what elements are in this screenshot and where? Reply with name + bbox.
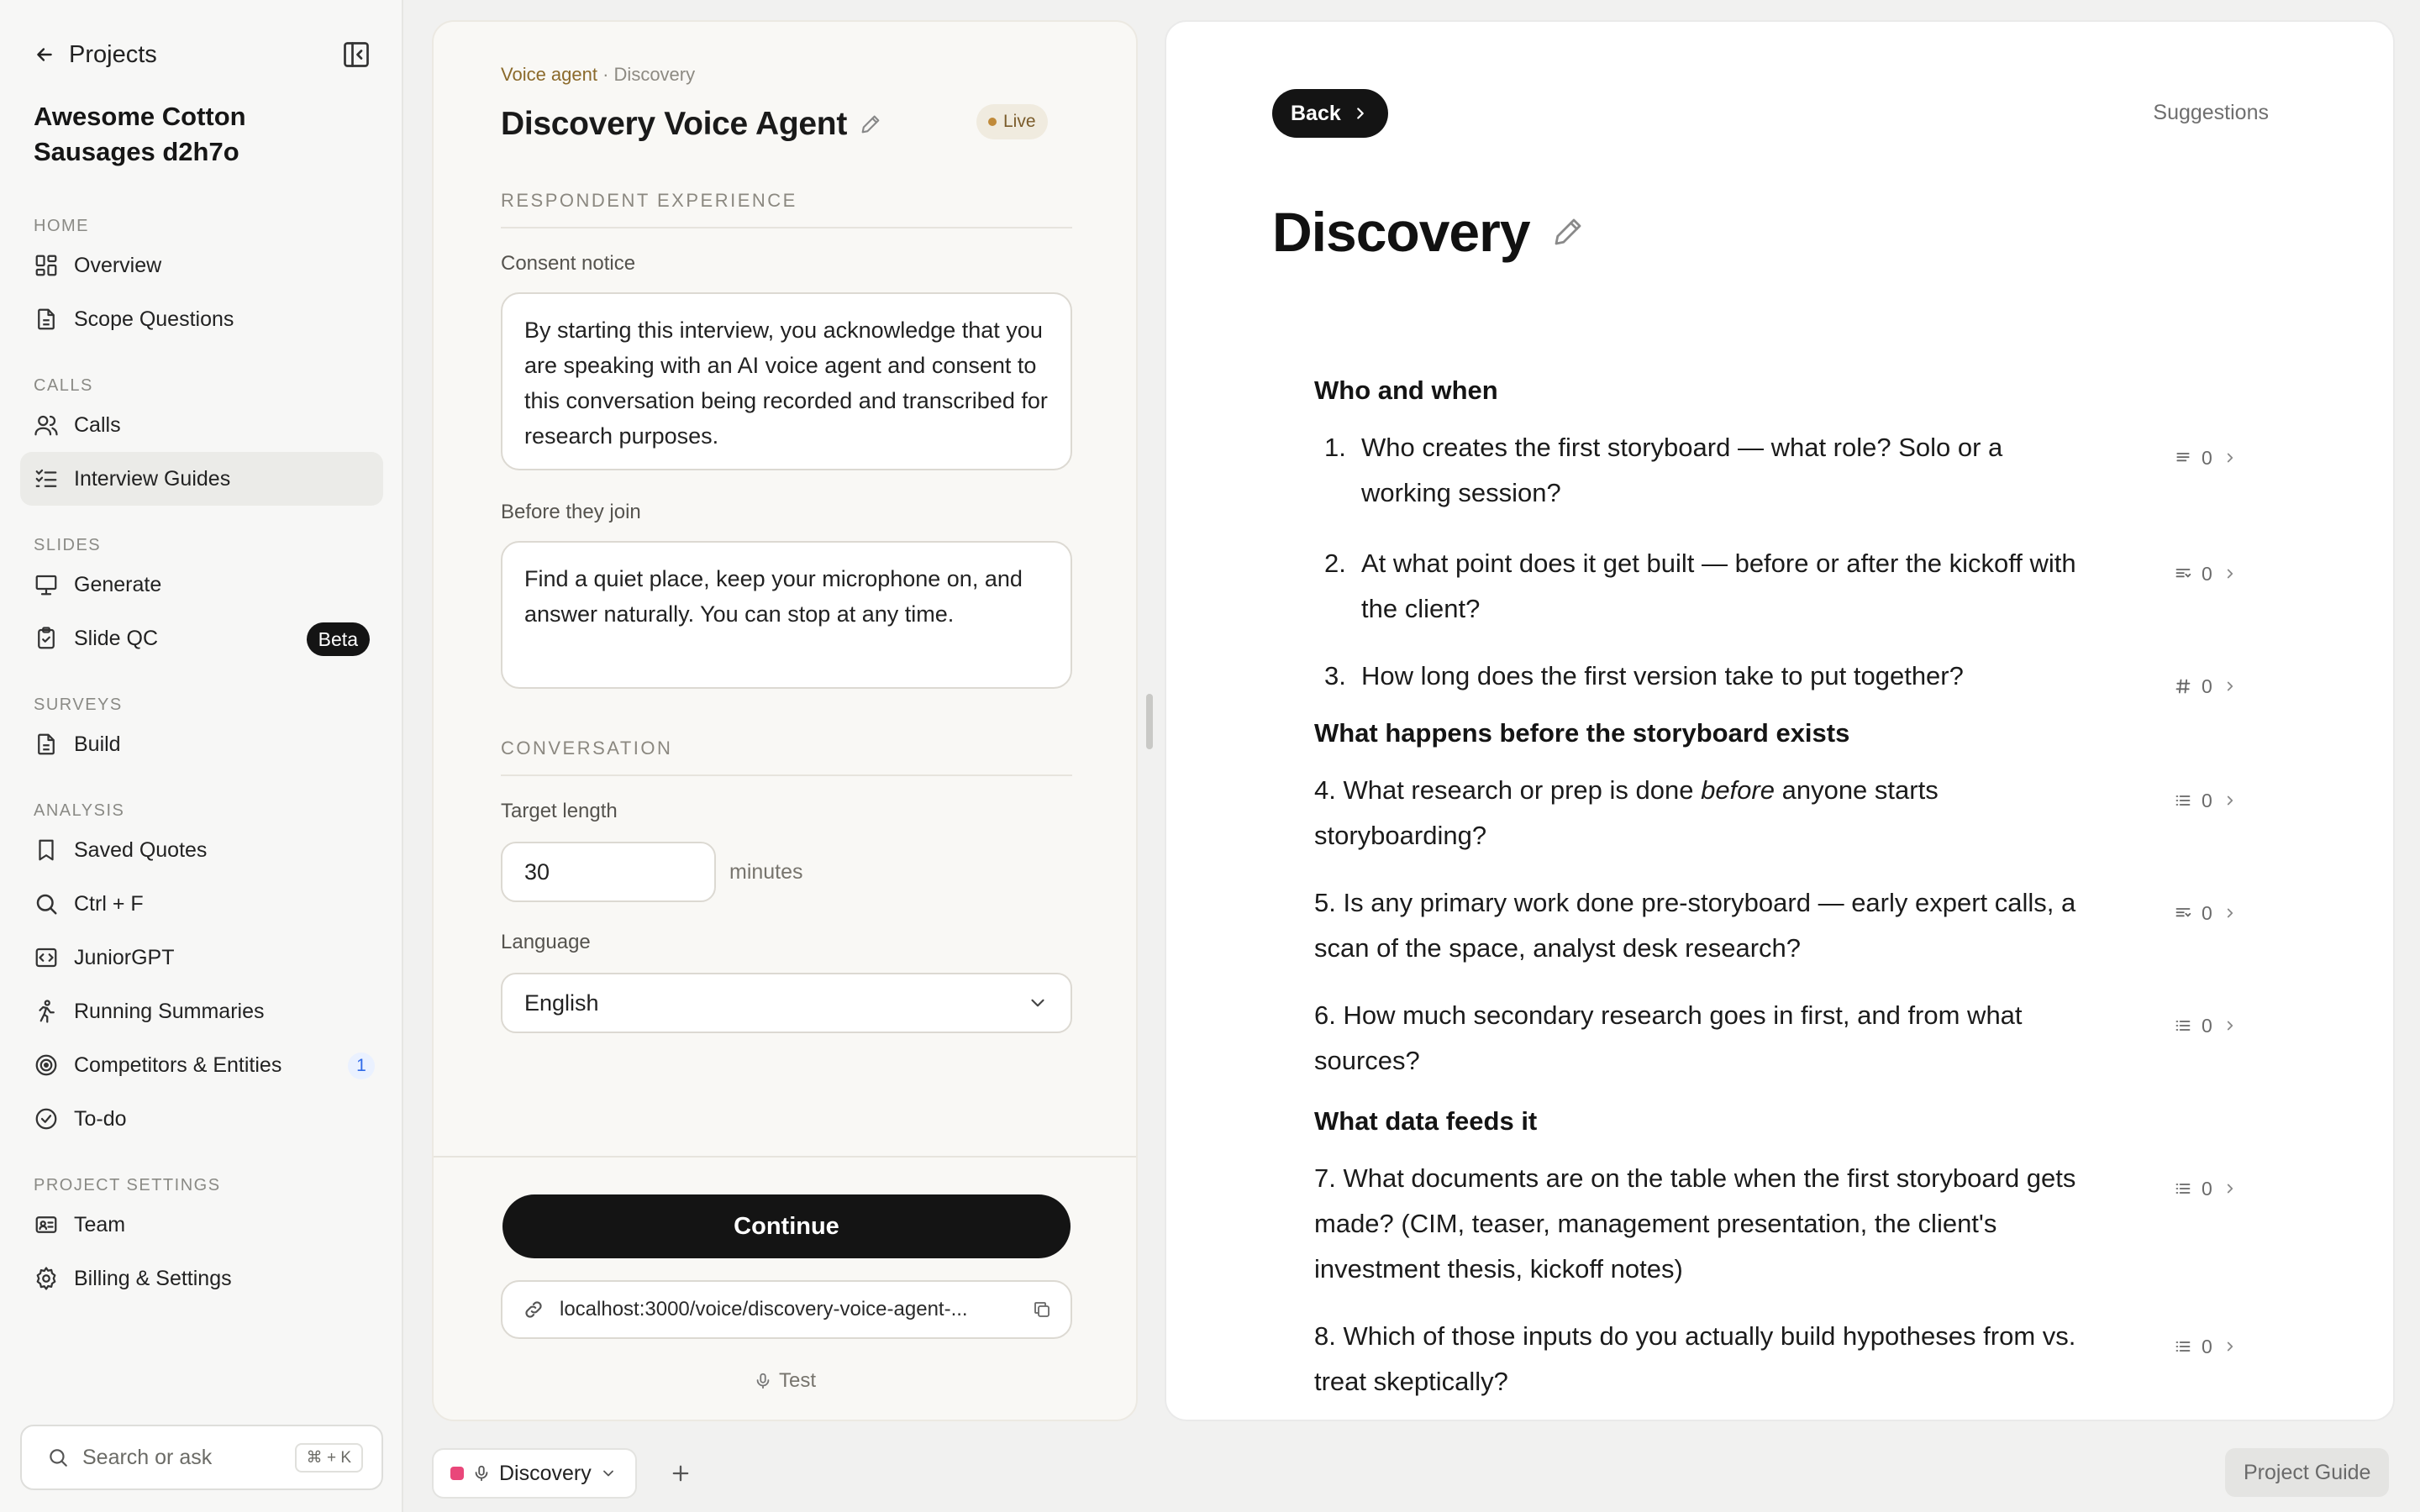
back-to-projects-label: Projects: [69, 40, 157, 68]
question-meta[interactable]: [2175, 551, 2238, 596]
chevron-down-icon: [1027, 992, 1049, 1014]
language-label: Language: [501, 931, 591, 953]
document-icon: [34, 732, 59, 757]
search-icon: [34, 891, 59, 916]
question-count: 0: [2202, 447, 2212, 469]
question-count: 0: [2202, 790, 2212, 811]
question-count: 0: [2202, 1336, 2212, 1357]
question-text: 7. What documents are on the table when the first storyboard gets made? (CIM, teaser, management presentation, the client's investment thesis, kickoff notes): [1314, 1163, 2076, 1284]
add-tab-button[interactable]: [666, 1458, 696, 1488]
question-count: 0: [2202, 1015, 2212, 1037]
chevron-right-icon: [2223, 1018, 2238, 1033]
list-icon: [2175, 1338, 2191, 1355]
sidebar-item-calls[interactable]: [20, 398, 383, 452]
presentation-icon: [34, 572, 59, 597]
test-label: Test: [778, 1369, 816, 1392]
question-number: 3.: [1324, 661, 1346, 690]
list-filter-icon: [2175, 905, 2191, 921]
question-count: 0: [2202, 1178, 2212, 1200]
question-text-emphasis: before: [1701, 775, 1775, 805]
users-icon: [34, 412, 59, 438]
question-meta[interactable]: [2175, 1324, 2238, 1369]
copy-icon[interactable]: [1032, 1299, 1052, 1320]
question-meta[interactable]: [2175, 435, 2238, 480]
language-select[interactable]: [501, 973, 1072, 1033]
status-label: Live: [1003, 112, 1036, 131]
running-person-icon: [34, 999, 59, 1024]
sidebar-item-overview[interactable]: [20, 239, 383, 292]
guide-title-row: [1272, 200, 1586, 264]
question-text: How long does the first version take to put together?: [1361, 661, 1964, 690]
question-meta[interactable]: [2175, 1003, 2238, 1048]
sidebar-item-team[interactable]: [20, 1198, 383, 1252]
question-text-wrap: [1314, 541, 2087, 632]
bookmark-icon: [34, 837, 59, 863]
pencil-icon[interactable]: [859, 113, 882, 136]
consent-notice-textarea[interactable]: By starting this interview, you acknowledge that you are speaking with an AI voice agent and consent to this conversation being recorded and transcribed for research purposes.: [501, 292, 1072, 470]
nav-section-project-settings: PROJECT SETTINGS: [34, 1176, 221, 1194]
project-title: Awesome Cotton Sausages d2h7o: [34, 102, 246, 166]
recording-dot-icon: [450, 1467, 464, 1480]
before-they-join-textarea[interactable]: Find a quiet place, keep your microphone on, and answer naturally. You can stop at any time.: [501, 541, 1072, 689]
arrow-left-icon: [34, 44, 55, 66]
lines-icon: [2175, 449, 2191, 466]
nav-section-calls: CALLS: [34, 376, 93, 395]
pencil-icon[interactable]: [1550, 214, 1586, 249]
target-length-input[interactable]: 30: [501, 842, 716, 902]
sidebar-item-saved-quotes[interactable]: [20, 823, 383, 877]
sidebar: [0, 0, 403, 1512]
sidebar-top: [34, 37, 373, 72]
question-meta[interactable]: [2175, 890, 2238, 936]
question-meta[interactable]: [2175, 1166, 2238, 1211]
question-row[interactable]: [1314, 766, 2272, 860]
suggestions-button[interactable]: Suggestions: [2153, 101, 2269, 124]
question-number: 1.: [1324, 433, 1346, 462]
chevron-right-icon: [1351, 104, 1370, 123]
continue-button[interactable]: Continue: [502, 1194, 1071, 1258]
breadcrumb-voice-agent[interactable]: Voice agent: [501, 64, 597, 85]
question-meta[interactable]: [2175, 778, 2238, 823]
question-row[interactable]: [1314, 991, 2272, 1085]
sidebar-item-label: Competitors & Entities: [74, 1053, 282, 1077]
question-row[interactable]: [1314, 879, 2272, 973]
nav-section-home: HOME: [34, 217, 89, 235]
sidebar-collapse-icon: [341, 39, 371, 70]
question-text-wrap: [1314, 425, 2087, 516]
question-count: 0: [2202, 675, 2212, 697]
list-icon: [2175, 792, 2191, 809]
sidebar-item-running-summaries[interactable]: [20, 984, 383, 1038]
sidebar-item-label: Generate: [74, 572, 162, 596]
before-they-join-label: Before they join: [501, 501, 641, 523]
id-card-icon: [34, 1212, 59, 1237]
agent-footer: [434, 1156, 1136, 1421]
live-dot-icon: [988, 118, 997, 126]
search-icon: [47, 1446, 69, 1468]
chevron-right-icon: [2223, 906, 2238, 921]
chevron-right-icon: [2223, 1181, 2238, 1196]
question-text-part: 4. What research or prep is done: [1314, 775, 1702, 805]
breadcrumb-discovery: Discovery: [613, 64, 696, 85]
beta-badge: Beta: [307, 622, 370, 656]
target-icon: [34, 1053, 59, 1078]
question-row[interactable]: [1314, 539, 2272, 633]
nav-section-slides: SLIDES: [34, 536, 102, 554]
agent-link-field[interactable]: [501, 1280, 1072, 1339]
sidebar-item-interview-guides[interactable]: [20, 452, 383, 506]
sidebar-item-label: JuniorGPT: [74, 945, 175, 969]
sidebar-item-slide-qc[interactable]: [20, 612, 383, 665]
chevron-right-icon: [2223, 679, 2238, 694]
search-ask-input[interactable]: [20, 1425, 383, 1490]
link-icon: [523, 1299, 544, 1320]
consent-notice-label: Consent notice: [501, 252, 636, 275]
interview-guide-panel: [1165, 20, 2395, 1421]
question-group-heading: What happens before the storyboard exists: [1314, 718, 1850, 748]
microphone-icon: [472, 1464, 491, 1483]
respondent-experience-heading: RESPONDENT EXPERIENCE: [501, 190, 1072, 228]
sidebar-item-label: To-do: [74, 1106, 127, 1131]
language-value: English: [524, 990, 599, 1016]
question-text-wrap: [1314, 654, 2087, 699]
question-row[interactable]: [1314, 1154, 2272, 1294]
competitors-count-badge: 1: [348, 1053, 375, 1079]
question-row[interactable]: [1314, 1312, 2272, 1406]
question-list: [1314, 358, 2272, 1406]
chevron-right-icon: [2223, 1339, 2238, 1354]
sidebar-item-label: Calls: [74, 412, 121, 437]
sidebar-item-label: Ctrl + F: [74, 891, 144, 916]
tab-discovery[interactable]: [432, 1448, 637, 1499]
dashboard-icon: [34, 253, 59, 278]
sidebar-item-label: Team: [74, 1212, 126, 1236]
sidebar-item-label: Overview: [74, 253, 162, 277]
search-placeholder: Search or ask: [82, 1445, 213, 1469]
status-badge: [976, 104, 1048, 139]
question-meta[interactable]: [2175, 664, 2238, 709]
list-icon: [2175, 1180, 2191, 1197]
check-circle-icon: [34, 1106, 59, 1131]
shortcut-hint: ⌘ + K: [295, 1443, 363, 1473]
chevron-down-icon: [600, 1465, 617, 1482]
question-count: 0: [2202, 902, 2212, 924]
question-row[interactable]: [1314, 652, 2272, 701]
conversation-heading: CONVERSATION: [501, 738, 1072, 776]
plus-icon: [669, 1462, 692, 1485]
back-to-projects-link[interactable]: [34, 37, 157, 72]
sidebar-item-label: Billing & Settings: [74, 1266, 232, 1290]
clipboard-check-icon: [34, 626, 59, 651]
sidebar-item-label: Scope Questions: [74, 307, 234, 331]
question-text: Who creates the first storyboard — what role? Solo or a working session?: [1361, 433, 2003, 507]
question-text: 6. How much secondary research goes in first, and from what sources?: [1314, 1000, 2023, 1075]
sidebar-item-label: Saved Quotes: [74, 837, 208, 862]
back-button[interactable]: [1272, 89, 1388, 138]
question-text: [1314, 768, 2087, 858]
project-guide-button[interactable]: Project Guide: [2225, 1448, 2389, 1497]
question-group-heading: What data feeds it: [1314, 1106, 1538, 1136]
agent-link-url: localhost:3000/voice/discovery-voice-agent-...: [560, 1298, 968, 1320]
tab-label: Discovery: [499, 1461, 592, 1485]
panel-resize-handle[interactable]: [1146, 694, 1153, 749]
sidebar-item-label: Running Summaries: [74, 999, 265, 1023]
agent-title-row: [501, 106, 882, 143]
question-text-part: anyone starts storyboarding?: [1314, 775, 1939, 850]
question-row[interactable]: [1314, 423, 2272, 517]
guide-title: Discovery: [1272, 201, 1530, 263]
sidebar-nav: [20, 213, 383, 1305]
breadcrumb-separator: ·: [597, 64, 614, 85]
test-button[interactable]: [434, 1369, 1136, 1393]
question-count: 0: [2202, 563, 2212, 585]
list-filter-icon: [2175, 565, 2191, 582]
sidebar-item-build[interactable]: [20, 717, 383, 771]
question-number: 2.: [1324, 549, 1346, 578]
breadcrumb: [501, 64, 695, 86]
agent-title: Discovery Voice Agent: [501, 106, 848, 142]
nav-section-analysis: ANALYSIS: [34, 801, 125, 820]
back-button-label: Back: [1291, 101, 1341, 125]
voice-agent-panel: [432, 20, 1138, 1421]
sidebar-item-juniorgpt[interactable]: [20, 931, 383, 984]
sidebar-item-billing[interactable]: [20, 1252, 383, 1305]
sidebar-item-label: Interview Guides: [74, 466, 231, 491]
question-group-heading: Who and when: [1314, 375, 1498, 405]
hash-icon: [2175, 678, 2191, 695]
sidebar-item-label: Slide QC: [74, 626, 159, 650]
sidebar-item-ctrl-f[interactable]: [20, 877, 383, 931]
checklist-icon: [34, 466, 59, 491]
question-text: At what point does it get built — before or after the kickoff with the client?: [1361, 549, 2076, 623]
chevron-right-icon: [2223, 450, 2238, 465]
sidebar-item-scope-questions[interactable]: [20, 292, 383, 346]
sidebar-item-generate[interactable]: [20, 558, 383, 612]
document-icon: [34, 307, 59, 332]
gear-icon: [34, 1266, 59, 1291]
target-length-unit: minutes: [729, 860, 803, 884]
sidebar-item-competitors[interactable]: [20, 1038, 383, 1092]
list-icon: [2175, 1017, 2191, 1034]
microphone-icon: [754, 1372, 772, 1390]
sidebar-item-todo[interactable]: [20, 1092, 383, 1146]
question-text: 5. Is any primary work done pre-storyboard — early expert calls, a scan of the space, analyst desk research?: [1314, 888, 2076, 963]
code-chat-icon: [34, 945, 59, 970]
question-text: 8. Which of those inputs do you actually build hypotheses from vs. treat skeptically?: [1314, 1321, 2076, 1396]
collapse-sidebar-button[interactable]: [339, 37, 373, 72]
nav-section-surveys: SURVEYS: [34, 696, 123, 714]
sidebar-item-label: Build: [74, 732, 121, 756]
chevron-right-icon: [2223, 566, 2238, 581]
target-length-label: Target length: [501, 800, 618, 822]
chevron-right-icon: [2223, 793, 2238, 808]
